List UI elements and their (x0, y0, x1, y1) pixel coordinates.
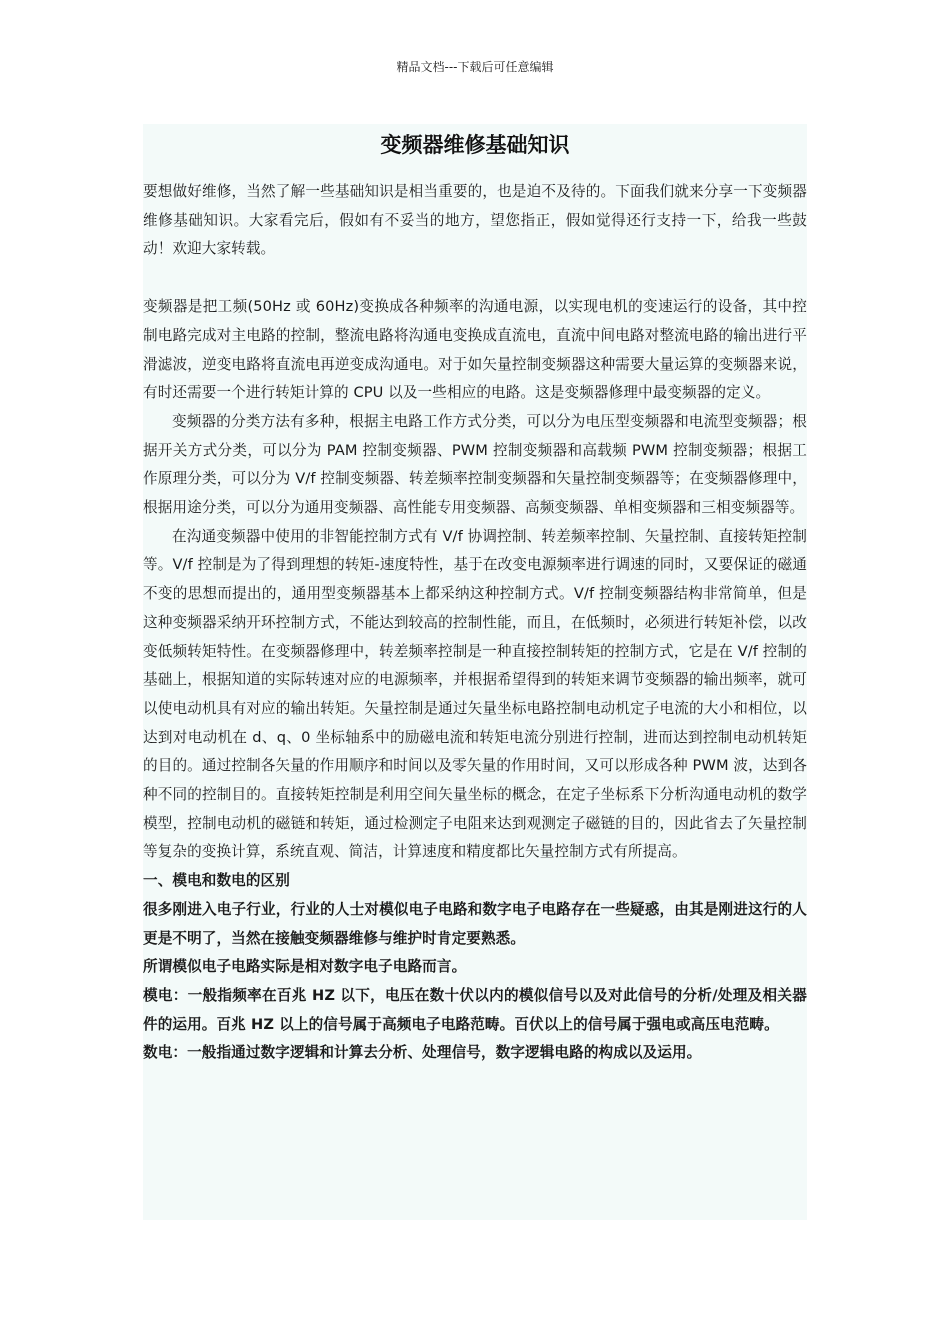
control-methods-paragraph: 在沟通变频器中使用的非智能控制方式有 V/f 协调控制、转差频率控制、矢量控制、直接转矩控制等。V/f 控制是为了得到理想的转矩-速度特性，基于在改变电源频率进行调速的同时，又要保证的磁通不变的思想而提出的，通用型变频器基本上都采纳这种控制方式。V/f 控制变频器结构非常简单，但是这种变频器采纳开环控制方式，不能达到较高的控制性能，而且，在低频时，必须进行转矩补偿，以改变低频转矩特性。在变频器修理中，转差频率控制是一种直接控制转矩的控制方式，它是在 V/f 控制的基础上，根据知道的实际转速对应的电源频率，并根据希望得到的转矩来调节变频器的输出频率，就可以使电动机具有对应的输出转矩。矢量控制是通过矢量坐标电路控制电动机定子电流的大小和相位，以达到对电动机在 d、q、0 坐标轴系中的励磁电流和转矩电流分别进行控制，进而达到控制电动机转矩的目的。通过控制各矢量的作用顺序和时间以及零矢量的作用时间，又可以形成各种 PWM 波，达到各种不同的控制目的。直接转矩控制是利用空间矢量坐标的概念，在定子坐标系下分析沟通电动机的数学模型，控制电动机的磁链和转矩，通过检测定子电阻来达到观测定子磁链的目的，因此省去了矢量控制等复杂的变换计算，系统直观、简洁，计算速度和精度都比矢量控制方式有所提高。 (143, 527, 807, 861)
digital-definition: 数电：一般指通过数字逻辑和计算去分析、处理信号，数字逻辑电路的构成以及运用。 (143, 1044, 702, 1062)
intro-paragraph: 要想做好维修，当然了解一些基础知识是相当重要的，也是迫不及待的。下面我们就来分享一下变频器维修基础知识。大家看完后，假如有不妥当的地方，望您指正，假如觉得还行支持一下，给我一些鼓动！欢迎大家转载。 (143, 183, 807, 258)
document-title: 变频器维修基础知识 (380, 133, 570, 157)
bold-paragraph: 很多刚进入电子行业，行业的人士对模似电子电路和数字电子电路存在一些疑惑，由其是刚进这行的人更是不明了，当然在接触变频器维修与维护时肯定要熟悉。 (143, 900, 807, 947)
classification-paragraph: 变频器的分类方法有多种，根据主电路工作方式分类，可以分为电压型变频器和电流型变频器；根据开关方式分类，可以分为 PAM 控制变频器、PWM 控制变频器和高载频 PWM 控制变频器；根据工作原理分类，可以分为 V/f 控制变频器、转差频率控制变频器和矢量控制变频器等；在变频器修理中，根据用途分类，可以分为通用变频器、高性能专用变频器、高频变频器、单相变频器和三相变频器等。 (143, 412, 807, 517)
paragraph-gap (143, 264, 807, 293)
bold-paragraph: 所谓模似电子电路实际是相对数字电子电路而言。 (143, 958, 467, 976)
section-heading: 一、模电和数电的区别 (143, 872, 290, 890)
page-header: 精品文档---下载后可任意编辑 (396, 60, 554, 74)
definition-paragraph: 变频器是把工频(50Hz 或 60Hz)变换成各种频率的沟通电源，以实现电机的变速运行的设备，其中控制电路完成对主电路的控制，整流电路将沟通电变换成直流电，直流中间电路对整流电路的输出进行平滑滤波，逆变电路将直流电再逆变成沟通电。对于如矢量控制变频器这种需要大量运算的变频器来说，有时还需要一个进行转矩计算的 CPU 以及一些相应的电路。这是变频器修理中最变频器的定义。 (143, 298, 807, 402)
document-body (143, 124, 807, 1220)
analog-definition: 模电：一般指频率在百兆 HZ 以下，电压在数十伏以内的模似信号以及对此信号的分析/处理及相关器件的运用。百兆 HZ 以上的信号属于高频电子电路范畴。百伏以上的信号属于强电或高压电范畴。 (143, 986, 807, 1033)
